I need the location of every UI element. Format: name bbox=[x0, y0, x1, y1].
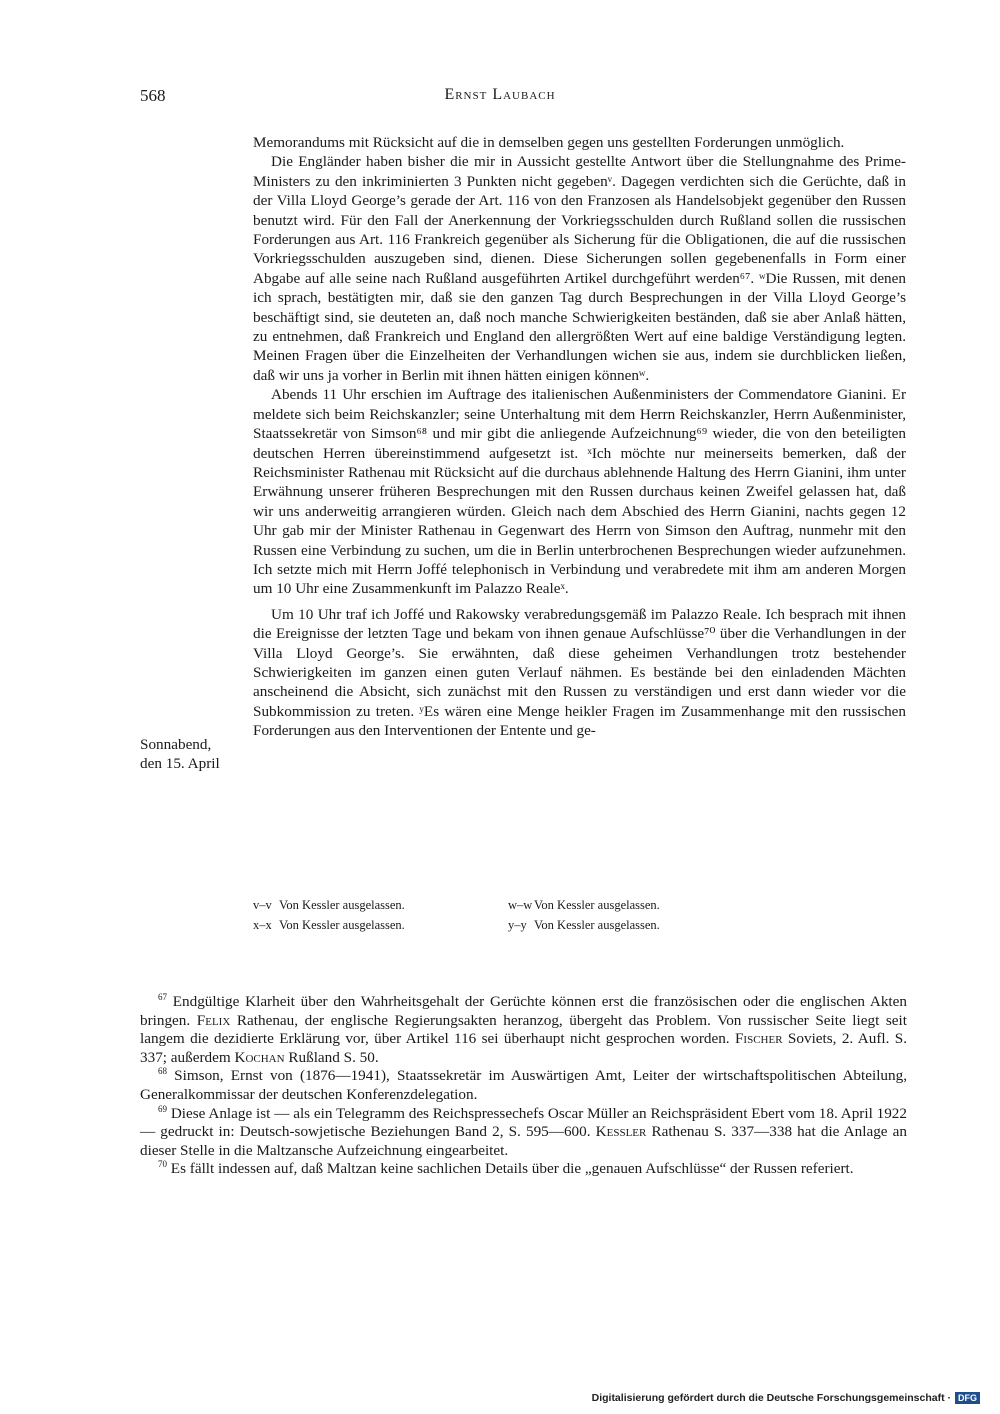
variant-marker: y–y bbox=[508, 918, 527, 932]
variant-text: Von Kessler ausgelassen. bbox=[279, 918, 405, 932]
footnote-67: $^{67}$ Endgültige Klarheit über den Wahrheitsgehalt der Gerüchte können erst die französischen oder die englischen Akten bringen. Felix Rathenau, der englische Regierungsakten heranzog, übergeht das Problem. Von russischer Seite liegt seit langem die dezidierte Erklärung vor, über Artikel 116 sei überhaupt nicht gesprochen worden. Fischer Soviets, 2. Aufl. S. 337; außerdem Kochan Rußland S. 50. bbox=[140, 991, 908, 1066]
variant-notes bbox=[253, 895, 853, 935]
footnote-69: $^{69}$ Diese Anlage ist — als ein Telegramm des Reichspressechefs Oscar Müller an Reichspräsident Ebert vom 18. April 1922 — gedruckt in: Deutsch-sowjetische Beziehungen Band 2, S. 595—600. Kessler Rathenau S. 337—338 hat die Anlage an dieser Stelle in die Maltzansche Aufzeichnung eingearbeitet. bbox=[140, 1103, 907, 1159]
dfg-logo-icon: DFG bbox=[955, 1392, 980, 1404]
variant-text: Von Kessler ausgelassen. bbox=[534, 918, 660, 932]
paragraph: Abends 11 Uhr erschien im Auftrage des italienischen Außenministers der Commendatore Gianini. Er meldete sich beim Reichskanzler; seine Unterhaltung mit dem Herrn Reichskanzler, Herrn Außenminister, Staatssekretär von Simson⁶⁸ und mir gibt die anliegende Aufzeichnung⁶⁹ wieder, die von den beteiligten deutschen Herren übereinstimmend aufgesetzt ist. ˣIch möchte nur meinerseits bemerken, daß der Reichsminister Rathenau mit Rücksicht auf die durchaus ablehnende Haltung des Herrn Gianini, ihm unter Erwähnung unserer früheren Besprechungen mit den Russen durchaus keinen Zweifel gelassen hat, daß wir uns anderweitig arrangieren würden. Gleich nach dem Abschied des Herrn Gianini, nachts gegen 12 Uhr gab mir der Minister Rathenau in Gegenwart des Herrn von Simson den Auftrag, nunmehr mit den Russen eine Verbindung zu suchen, um die in Berlin unterbrochenen Besprechungen wieder aufzunehmen. Ich setzte mich mit Herrn Joffé telephonisch in Verbindung und verabredete mit ihm am anderen Morgen um 10 Uhr eine Zusammenkunft im Palazzo Realeˣ. bbox=[253, 386, 906, 598]
footnote-number: 69 bbox=[158, 1103, 167, 1114]
variant-note bbox=[253, 915, 508, 935]
footnote-number: 67 bbox=[158, 991, 167, 1002]
variant-text: Von Kessler ausgelassen. bbox=[279, 898, 405, 912]
paragraph: Memorandums mit Rücksicht auf die in demselben gegen uns gestellten Forderungen unmöglich. bbox=[253, 134, 845, 151]
variant-marker: v–v bbox=[253, 898, 272, 912]
running-head: Ernst Laubach bbox=[444, 86, 556, 103]
paragraph: Die Engländer haben bisher die mir in Aussicht gestellte Antwort über die Stellungnahme des Prime-Ministers zu den inkriminierten 3 Punkten nicht gegebenᵛ. Dagegen verdichten sich die Gerüchte, daß in der Villa Lloyd George’s gerade der Art. 116 von den Franzosen als Handelsobjekt gegenüber den Russen benutzt wird. Für den Fall der Anerkennung der Vorkriegsschulden durch Rußland sollen die russischen Forderungen aus Art. 116 Frankreich gegenüber als Sicherung für die Obligationen, die auf die russischen Vorkriegsschulden auszugeben sind, dienen. Diese Sicherungen sollen gegebenenfalls in Form einer Abgabe auf alle seine nach Rußland ausgeführten Artikel durchgeführt werden⁶⁷. ʷDie Russen, mit denen ich sprach, bestätigten mir, daß sie den ganzen Tag durch Besprechungen in der Villa Lloyd George’s beschäftigt sind, sie deuteten an, daß noch manche Schwierigkeiten beständen, daß sie aber Anlaß hätten, zu entnehmen, daß Frankreich und England den allergrößten Wert auf eine baldige Verständigung legten. Meinen Fragen über die Einzelheiten der Verhandlungen wichen sie aus, indem sie durchblicken ließen, daß wir uns ja vorher in Berlin mit ihnen hätten einigen könnenʷ. bbox=[253, 153, 906, 384]
footnotes bbox=[140, 993, 907, 1179]
footnote-number: 70 bbox=[158, 1159, 167, 1170]
main-text bbox=[253, 133, 906, 741]
footnote-70: $^{70}$ Es fällt indessen auf, daß Maltzan keine sachlichen Details über die „genauen Aufschlüsse“ der Russen referiert. bbox=[158, 1159, 854, 1178]
variant-note bbox=[508, 915, 763, 935]
page-number: 568 bbox=[140, 86, 166, 105]
footnote-number: 68 bbox=[158, 1066, 167, 1077]
margin-date-note bbox=[140, 735, 252, 774]
variant-marker: w–w bbox=[508, 898, 533, 912]
variant-row bbox=[253, 915, 853, 935]
paragraph: Um 10 Uhr traf ich Joffé und Rakowsky verabredungsgemäß im Palazzo Reale. Ich besprach mit ihnen die Ereignisse der letzten Tage und bekam von ihnen genaue Aufschlüsse⁷⁰ über die Verhandlungen in der Villa Lloyd George’s. Sie erwähnten, daß diese geheimen Verhandlungen trotz bestehender Schwierigkeiten im ganzen einen guten Verlauf nähmen. Es bestände bei den einladenden Mächten anscheinend die Absicht, sich zunächst mit den Russen zu verständigen und erst dann wieder vor die Subkommission zu treten. ʸEs wären eine Menge heikler Fragen im Zusammenhange mit den russischen Forderungen aus den Interventionen der Entente und ge- bbox=[253, 605, 906, 740]
variant-note bbox=[508, 895, 763, 915]
margin-note-line: den 15. April bbox=[140, 755, 220, 773]
variant-marker: x–x bbox=[253, 918, 272, 932]
variant-text: Von Kessler ausgelassen. bbox=[534, 898, 660, 912]
dfg-banner bbox=[592, 1392, 980, 1404]
margin-note-line: Sonnabend, bbox=[140, 736, 212, 753]
variant-note bbox=[253, 895, 508, 915]
footnote-68: $^{68}$ Simson, Ernst von (1876—1941), Staatssekretär im Auswärtigen Amt, Leiter der wirtschaftspolitischen Abteilung, Generalkommissar der deutschen Konferenzdelegation. bbox=[140, 1066, 907, 1103]
variant-row bbox=[253, 895, 853, 915]
banner-text: Digitalisierung gefördert durch die Deutsche Forschungsgemeinschaft · bbox=[591, 1392, 951, 1404]
